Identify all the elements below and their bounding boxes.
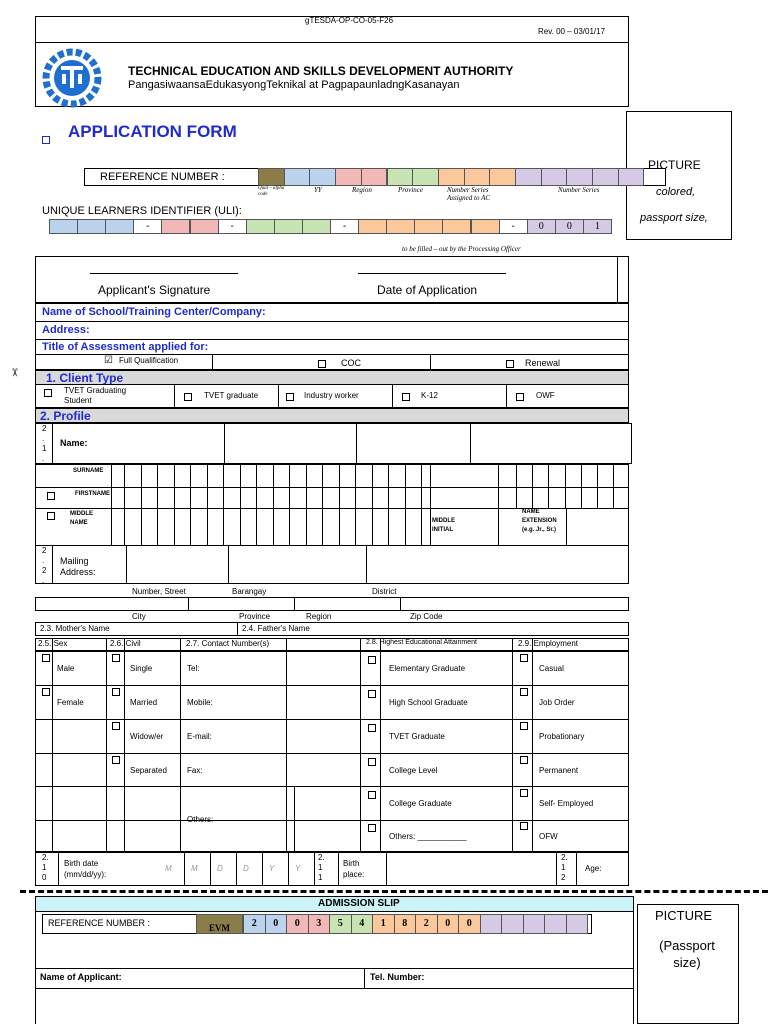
address-label: Address: — [42, 324, 90, 336]
admission-name-div — [364, 968, 365, 989]
reference-label: REFERENCE NUMBER : — [100, 171, 225, 183]
reference-cell[interactable] — [412, 168, 439, 186]
ref-caption-series-ac: Number Series Assigned to AC — [447, 186, 491, 202]
civil-option: Married — [130, 698, 158, 707]
admission-digit-cell[interactable]: 0 — [286, 914, 309, 934]
emp-checkbox[interactable] — [520, 756, 528, 764]
edu-checkbox[interactable] — [368, 690, 376, 698]
parents-row[interactable] — [35, 622, 629, 636]
ct-div4 — [506, 384, 507, 408]
admission-digit-cell[interactable] — [523, 914, 546, 934]
name-grid-col — [355, 464, 356, 546]
client-type-header — [35, 370, 629, 385]
agency-name: TECHNICAL EDUCATION AND SKILLS DEVELOPMENT AUTHORITY — [128, 64, 514, 78]
contact-label: Others: — [187, 815, 214, 824]
name-grid-col-ext — [498, 464, 499, 546]
firstname-label: FIRSTNAME — [75, 491, 110, 497]
uli-cell[interactable] — [49, 219, 78, 234]
client-type-title: 1. Client Type — [46, 371, 124, 385]
edu-option: Elementary Graduate — [389, 664, 466, 673]
admission-digit-cell[interactable]: 0 — [265, 914, 288, 934]
reference-cell[interactable] — [284, 168, 311, 186]
applicant-signature-label: Applicant's Signature — [98, 283, 211, 297]
birth-div3 — [386, 852, 387, 886]
sex-option: Female — [57, 698, 84, 707]
renewal-checkbox[interactable] — [506, 360, 514, 368]
renewal-label: Renewal — [525, 358, 561, 368]
edu-option: Others: ___________ — [389, 832, 467, 841]
name-grid-col-right — [548, 464, 549, 508]
mail-div0 — [52, 545, 53, 584]
ref-caption-qual: Qual – alpha code — [258, 186, 285, 197]
uli-label: UNIQUE LEARNERS IDENTIFIER (ULI): — [42, 205, 242, 217]
reference-cell[interactable] — [387, 168, 414, 186]
uli-cell[interactable] — [386, 219, 415, 234]
reference-cell[interactable] — [464, 168, 491, 186]
ref-caption-yy: YY — [314, 186, 322, 194]
edu-checkbox[interactable] — [368, 758, 376, 766]
name-grid-col — [306, 464, 307, 546]
birthdate-label: Birth date (mm/dd/yy): — [64, 859, 107, 879]
civil-option: Single — [130, 664, 153, 673]
addr2-div1 — [188, 597, 189, 611]
details-col-line — [380, 638, 381, 852]
birth-div5 — [576, 852, 577, 886]
doc-code: gTESDA-OP-CO-05-F26 — [305, 16, 394, 25]
emp-option: OFW — [539, 832, 558, 841]
barangay-label: Barangay — [232, 587, 267, 596]
birth-div2 — [338, 852, 339, 886]
ct-checkbox-5[interactable] — [516, 393, 524, 401]
picture-line2: passport size, — [640, 212, 708, 224]
name-row-div0 — [52, 423, 53, 464]
sex-option: Male — [57, 664, 75, 673]
admission-picture-label: PICTURE — [655, 908, 713, 923]
birthdate-cell-line — [184, 852, 185, 886]
full-qualification-option[interactable] — [104, 355, 178, 366]
ct-div3 — [392, 384, 393, 408]
num-2-10: 2. 1 0 — [42, 853, 49, 882]
name-grid-col — [190, 464, 191, 546]
ct-checkbox-3[interactable] — [286, 393, 294, 401]
age-label: Age: — [585, 864, 602, 873]
coc-option[interactable] — [318, 358, 361, 368]
edu-checkbox[interactable] — [368, 656, 376, 664]
contact-header: 2.7. Contact Number(s) — [186, 639, 270, 648]
civil-header: 2.6. Civil — [110, 639, 141, 648]
admission-digit-cell[interactable] — [501, 914, 524, 934]
reference-cell[interactable] — [361, 168, 388, 186]
edu-option: High School Graduate — [389, 698, 468, 707]
cut-line — [20, 890, 768, 893]
uli-dash-cell: - — [218, 219, 247, 234]
name-grid-col — [174, 464, 175, 546]
num-2-2: 2 . 2 . — [42, 546, 47, 585]
zip-label: Zip Code — [410, 612, 443, 621]
name-grid-col — [289, 464, 290, 546]
applicant-name-label: Name of Applicant: — [40, 972, 122, 982]
name-label: Name: — [60, 438, 88, 448]
details-col-line — [52, 638, 53, 852]
uli-cell[interactable]: 1 — [583, 219, 612, 234]
school-label: Name of School/Training Center/Company: — [42, 306, 266, 318]
emp-checkbox[interactable] — [520, 789, 528, 797]
admission-digit-cell[interactable]: 2 — [243, 914, 266, 934]
ref-caption-region: Region — [352, 186, 372, 194]
mail-div3 — [366, 545, 367, 584]
name-grid-col — [240, 464, 241, 546]
ct-div1 — [174, 384, 175, 408]
uli-cell[interactable] — [302, 219, 331, 234]
birthdate-placeholder: Y — [295, 864, 301, 873]
edu-option: College Graduate — [389, 799, 452, 808]
form-title: APPLICATION FORM — [68, 122, 237, 141]
uli-cell[interactable] — [161, 219, 190, 234]
reference-cell[interactable] — [592, 168, 619, 186]
contact-label: Mobile: — [187, 698, 213, 707]
birthplace-label: Birth place: — [343, 859, 365, 879]
name-grid-col — [124, 464, 125, 546]
birthdate-cell-line — [236, 852, 237, 886]
name-grid-col — [372, 464, 373, 546]
emp-option: Casual — [539, 664, 564, 673]
edu-option: TVET Graduate — [389, 732, 445, 741]
uli-cell[interactable] — [77, 219, 106, 234]
name-grid-col-r2 — [566, 508, 567, 546]
ct-label-3: Industry worker — [304, 391, 359, 400]
civil-checkbox[interactable] — [112, 654, 120, 662]
name-row-div2 — [356, 423, 357, 464]
details-col-line — [124, 638, 125, 852]
name-ext-label: NAME EXTENSION (e.g. Jr., Sr.) — [522, 509, 557, 533]
reference-cell[interactable] — [489, 168, 516, 186]
civil-option: Separated — [130, 766, 167, 775]
name-grid-col — [256, 464, 257, 546]
emp-option: Job Order — [539, 698, 575, 707]
num-2-1: 2 . 1 . — [42, 424, 47, 463]
name-row — [35, 423, 632, 464]
full-qual-label: Full Qualification — [118, 356, 179, 365]
admission-digit-cell[interactable] — [480, 914, 503, 934]
mail-div1 — [126, 545, 127, 584]
ct-checkbox-2[interactable] — [184, 393, 192, 401]
admission-digit-cell[interactable]: 8 — [394, 914, 417, 934]
num-2-11: 2. 1 1 — [318, 853, 325, 882]
birthdate-placeholder: M — [165, 864, 172, 873]
mailing-row — [35, 545, 629, 584]
mother-label: 2.3. Mother's Name — [40, 624, 110, 633]
uli-cell[interactable] — [358, 219, 387, 234]
name-grid-col-right — [565, 464, 566, 508]
ct-label-1: TVET Graduating Student — [64, 386, 127, 405]
ct-div2 — [278, 384, 279, 408]
admission-digit-cell[interactable]: 4 — [351, 914, 374, 934]
uli-cell[interactable] — [471, 219, 500, 234]
mail-div2 — [228, 545, 229, 584]
tesda-logo — [42, 48, 102, 108]
uli-cell[interactable] — [246, 219, 275, 234]
reference-cell[interactable] — [309, 168, 336, 186]
profile-header — [35, 408, 629, 423]
uli-cell[interactable] — [274, 219, 303, 234]
middle-checkbox[interactable] — [47, 512, 55, 520]
sex-checkbox[interactable] — [42, 688, 50, 696]
address-row[interactable] — [35, 321, 629, 340]
uli-cell[interactable]: 0 — [555, 219, 584, 234]
address-row-2[interactable] — [35, 597, 629, 611]
birthdate-cell-line — [288, 852, 289, 886]
picture-label: PICTURE — [648, 158, 701, 172]
reference-cell[interactable] — [618, 168, 645, 186]
birthdate-cell-line — [262, 852, 263, 886]
full-qual-checkbox[interactable]: ☑ — [104, 355, 113, 366]
middle-initial-label: MIDDLE INITIAL — [432, 518, 455, 533]
number-street-label: Number, Street — [132, 587, 186, 596]
birthdate-cell-line — [314, 852, 315, 886]
middle-label: MIDDLE NAME — [70, 511, 93, 526]
ct-checkbox-4[interactable] — [402, 393, 410, 401]
date-label: Date of Application — [377, 283, 478, 297]
name-grid-col0 — [111, 464, 112, 546]
tel-number-label: Tel. Number: — [370, 972, 425, 982]
coc-label: COC — [341, 358, 361, 368]
lower-left-border — [35, 989, 36, 1024]
mailing-label: Mailing Address: — [60, 556, 96, 577]
district-label: District — [372, 587, 397, 596]
reference-cell[interactable] — [515, 168, 542, 186]
uli-cell[interactable] — [190, 219, 219, 234]
reference-cell[interactable] — [258, 168, 285, 186]
emp-option: Self- Employed — [539, 799, 594, 808]
admission-code-cell[interactable]: EVM — [196, 914, 243, 934]
contact-label: E-mail: — [187, 732, 212, 741]
name-row-div3 — [470, 423, 471, 464]
renewal-option[interactable] — [506, 358, 560, 368]
birthdate-placeholder: M — [191, 864, 198, 873]
signature-divider — [617, 256, 618, 303]
contact-label: Tel: — [187, 664, 200, 673]
admission-digit-cell[interactable]: 5 — [329, 914, 352, 934]
applicant-signature-line[interactable] — [90, 273, 238, 274]
uli-dash-cell: - — [330, 219, 359, 234]
birthdate-cell-line — [210, 852, 211, 886]
edu-checkbox[interactable] — [368, 791, 376, 799]
reference-cell[interactable] — [335, 168, 362, 186]
birthdate-placeholder: D — [243, 864, 249, 873]
assessment-div1 — [212, 354, 213, 370]
edu-checkbox[interactable] — [368, 724, 376, 732]
civil-checkbox[interactable] — [112, 722, 120, 730]
details-col-line — [286, 638, 287, 852]
name-grid-col-right — [597, 464, 598, 508]
admission-title: ADMISSION SLIP — [318, 898, 400, 909]
name-row-div1 — [224, 423, 225, 464]
contact-label: Fax: — [187, 766, 203, 775]
name-grid-col — [421, 464, 422, 546]
header-divider — [35, 42, 629, 43]
uli-cell[interactable] — [442, 219, 471, 234]
emp-checkbox[interactable] — [520, 654, 528, 662]
scissors-icon: ✂ — [8, 367, 21, 378]
admission-digit-cell[interactable]: 0 — [458, 914, 481, 934]
ref-caption-series: Number Series — [558, 186, 600, 194]
profile-title: 2. Profile — [40, 409, 91, 423]
uli-cell[interactable] — [105, 219, 134, 234]
admission-digit-cell[interactable] — [566, 914, 589, 934]
name-grid-col-right — [516, 464, 517, 508]
sex-checkbox[interactable] — [42, 654, 50, 662]
name-grid-col — [273, 464, 274, 546]
uli-cell[interactable] — [414, 219, 443, 234]
details-col-line — [532, 638, 533, 852]
num-2-12: 2. 1 2 — [561, 853, 568, 882]
agency-tagalog: PangasiwaansaEdukasyongTeknikal at PagpapaunladngKasanayan — [128, 79, 460, 91]
admission-digit-cell[interactable]: 0 — [437, 914, 460, 934]
uli-dash-cell: - — [133, 219, 162, 234]
lower-mid-border — [633, 989, 634, 1024]
city-label: City — [132, 612, 146, 621]
civil-option: Widow/er — [130, 732, 164, 741]
emp-checkbox[interactable] — [520, 722, 528, 730]
name-grid-col — [339, 464, 340, 546]
picture-line1: colored, — [656, 186, 696, 198]
name-grid-col-mi — [430, 464, 431, 546]
name-grid-col-right — [613, 464, 614, 508]
edu-option: College Level — [389, 766, 438, 775]
edu-header: 2.8. Highest Educational Attainment — [366, 639, 477, 646]
emp-header: 2.9. Employment — [518, 639, 579, 648]
addr2-div3 — [400, 597, 401, 611]
civil-checkbox[interactable] — [112, 756, 120, 764]
admission-digit-cell[interactable]: 1 — [372, 914, 395, 934]
date-line[interactable] — [358, 273, 506, 274]
details-col-line — [180, 638, 181, 852]
civil-checkbox[interactable] — [112, 688, 120, 696]
reference-cell[interactable] — [541, 168, 568, 186]
uli-cell[interactable]: 0 — [527, 219, 556, 234]
addr2-div2 — [294, 597, 295, 611]
ct-checkbox-1[interactable] — [44, 389, 52, 397]
title-bullet — [42, 136, 50, 144]
birth-div0 — [58, 852, 59, 886]
details-col-line — [360, 638, 361, 852]
assessment-label: Title of Assessment applied for: — [42, 341, 209, 353]
name-grid-col — [388, 464, 389, 546]
revision: Rev. 00 – 03/01/17 — [538, 27, 606, 36]
name-grid-col — [157, 464, 158, 546]
name-grid-col — [207, 464, 208, 546]
admission-picture-sub: (Passport size) — [659, 938, 715, 970]
ref-caption-province: Province — [398, 186, 424, 194]
admission-digit-cell[interactable] — [544, 914, 567, 934]
emp-option: Probationary — [539, 732, 585, 741]
details-col-extra — [294, 786, 295, 852]
name-grid-col — [322, 464, 323, 546]
uli-note: to be filled – out by the Processing Officer — [402, 245, 521, 253]
birthdate-placeholder: Y — [269, 864, 275, 873]
admission-ref-label: REFERENCE NUMBER : — [48, 918, 151, 928]
province-label: Province — [239, 612, 271, 621]
emp-option: Permanent — [539, 766, 579, 775]
reference-cell[interactable] — [566, 168, 593, 186]
name-grid-col — [223, 464, 224, 546]
details-col-line — [106, 638, 107, 852]
region-label: Region — [306, 612, 332, 621]
details-col-line — [512, 638, 513, 852]
admission-name-row[interactable] — [35, 968, 634, 989]
name-grid-col — [141, 464, 142, 546]
parents-div — [237, 622, 238, 636]
surname-label: SURNAME — [73, 468, 104, 474]
father-label: 2.4. Father's Name — [242, 624, 310, 633]
name-grid-col — [405, 464, 406, 546]
name-grid-col-right — [581, 464, 582, 508]
ct-label-5: OWF — [536, 391, 555, 400]
emp-checkbox[interactable] — [520, 688, 528, 696]
reference-cell[interactable] — [438, 168, 465, 186]
admission-digit-cell[interactable]: 3 — [308, 914, 331, 934]
ct-label-4: K-12 — [421, 391, 438, 400]
assessment-div2 — [430, 354, 431, 370]
ct-label-2: TVET graduate — [204, 391, 259, 400]
name-grid-col-right — [532, 464, 533, 508]
birthdate-placeholder: D — [217, 864, 223, 873]
birth-div4 — [556, 852, 557, 886]
sex-header: 2.5. Sex — [38, 639, 68, 648]
edu-checkbox[interactable] — [368, 824, 376, 832]
uli-dash-cell: - — [499, 219, 528, 234]
emp-checkbox[interactable] — [520, 822, 528, 830]
admission-digit-cell[interactable]: 2 — [415, 914, 438, 934]
coc-checkbox[interactable] — [318, 360, 326, 368]
